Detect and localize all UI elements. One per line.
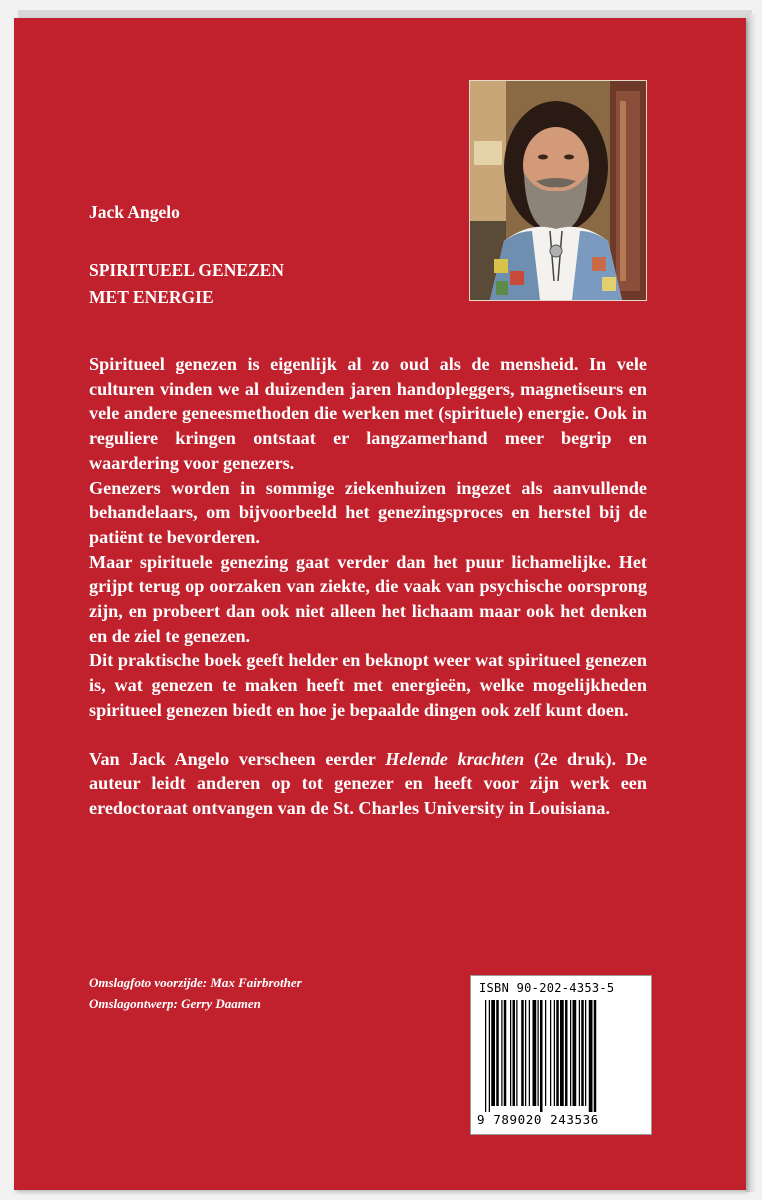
barcode-bar: [525, 1000, 526, 1106]
barcode-bar: [533, 1000, 537, 1106]
barcode-bar: [570, 1000, 571, 1106]
about-prefix: Van Jack Angelo verscheen eerder: [89, 748, 386, 769]
blurb-gap: [89, 723, 647, 747]
barcode-bar: [538, 1000, 539, 1106]
barcode-bar: [504, 1000, 507, 1106]
barcode-bar: [594, 1000, 597, 1112]
barcode-bar: [589, 1000, 593, 1112]
book-title-line-1: SPIRITUEEL GENEZEN: [89, 260, 284, 280]
author-name: Jack Angelo: [89, 202, 180, 222]
about-author: [89, 747, 647, 821]
barcode-bar: [581, 1000, 584, 1106]
barcode-bar: [521, 1000, 524, 1106]
photo-credit: Omslagfoto voorzijde: Max Fairbrother: [89, 975, 302, 990]
previous-book-title: Helende krachten: [385, 748, 525, 769]
cover-credits: [89, 972, 302, 1014]
barcode-bar: [560, 1000, 564, 1106]
barcode-bar: [485, 1000, 486, 1112]
barcode-bar: [516, 1000, 517, 1106]
barcode-bar: [585, 1000, 586, 1106]
barcode-bars-icon: [471, 976, 651, 1134]
book-title: [89, 257, 284, 311]
barcode-bar: [491, 1000, 495, 1106]
barcode-bar: [579, 1000, 580, 1106]
barcode-bar: [545, 1000, 546, 1106]
barcode-bar: [510, 1000, 511, 1106]
barcode-bar: [489, 1000, 490, 1112]
blurb-paragraph-4: Dit praktische boek geeft helder en beknopt weer wat spiritueel genezen is, wat genezen te maken heeft met energieën, welke mogelijkheden spiritueel genezen biedt en hoe je bepaalde dingen ook zelf kunt doen.: [89, 650, 647, 720]
blurb-paragraph-3: Maar spirituele genezing gaat verder dan het puur lichamelijke. Het grijpt terug op oorzaken van ziekte, die vaak van psychische oorsprong zijn, en probeert dan ook niet alleen het lichaam maar ook het denken en de ziel te genezen.: [89, 551, 647, 646]
about-suffix: (2e druk). De auteur leidt anderen op tot genezer en heeft voor zijn werk een eredoctoraat ontvangen van de St. Charles University in Louisiana.: [89, 748, 647, 818]
blurb-paragraph-1: Spiritueel genezen is eigenlijk al zo oud als de mensheid. In vele culturen vinden we al duizenden jaren handopleggers, magnetiseurs en vele andere geneesmethoden die werken met (spirituele) energie. Ook in reguliere kringen ontstaat er langzamerhand meer begrip en waardering voor genezers.: [89, 354, 647, 473]
barcode-bar: [513, 1000, 516, 1106]
barcode-bar: [565, 1000, 568, 1106]
barcode-bar: [529, 1000, 530, 1106]
barcode-bar: [540, 1000, 543, 1112]
barcode-bar: [556, 1000, 559, 1106]
page-side-edge: [746, 14, 756, 1192]
author-portrait-icon: [470, 81, 646, 300]
author-photo: [469, 80, 647, 301]
page-top-edge: [18, 10, 752, 18]
isbn-text: ISBN 90-202-4353-5: [479, 981, 615, 995]
barcode-bar: [496, 1000, 499, 1106]
barcode-bar: [550, 1000, 551, 1106]
book-title-line-2: MET ENERGIE: [89, 287, 214, 307]
barcode: [470, 975, 652, 1135]
blurb-paragraph-2: Genezers worden in sommige ziekenhuizen ingezet als aanvullende behandelaars, om bijvoorbeeld het genezingsproces en herstel bij de patiënt te bevorderen.: [89, 477, 647, 547]
barcode-bar: [554, 1000, 555, 1106]
blurb: [89, 352, 647, 821]
design-credit: Omslagontwerp: Gerry Daamen: [89, 996, 261, 1011]
barcode-bar: [573, 1000, 577, 1106]
ean-number: 9 789020 243536: [477, 1112, 599, 1127]
barcode-bar: [501, 1000, 502, 1106]
